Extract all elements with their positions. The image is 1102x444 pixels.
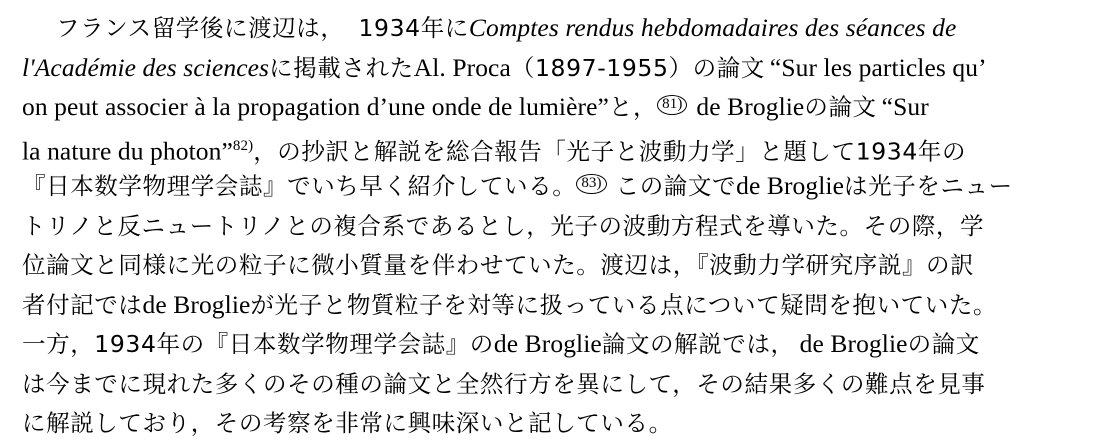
japanese-text: トリノと反ニュートリノとの複合系であるとし，光子の波動方程式を導いた。その際，学: [22, 211, 985, 240]
japanese-text: は今までに現れた多くのその種の論文と全然行方を異にして，その結果多くの難点を見事: [22, 369, 986, 398]
text-line: [22, 206, 1080, 246]
footnote-reference[interactable]: 82): [232, 137, 254, 154]
latin-text: de Broglie: [736, 171, 845, 200]
japanese-text: この論文で: [615, 172, 737, 200]
italic-title-text: l'Académie des sciences: [22, 52, 270, 82]
footnote-reference-circled[interactable]: 81): [657, 95, 687, 115]
japanese-text: （1897-1955）の論文: [510, 53, 765, 82]
japanese-text: 位論文と同様に光の粒子に微小質量を伴わせていた。渡辺は，『波動力学研究序説』の訳: [22, 251, 975, 279]
text-line: [22, 324, 1080, 364]
footnote-reference-circled[interactable]: 83): [576, 174, 606, 194]
japanese-text: は光子をニュー: [844, 172, 1013, 200]
body-paragraph: [22, 8, 1080, 443]
text-line: [22, 364, 1080, 404]
japanese-text: と，: [608, 93, 658, 121]
text-line: [22, 166, 1080, 206]
latin-text: de Broglie: [493, 329, 602, 358]
japanese-text: に解説しており，その考察を非常に興味深いと記している。: [22, 409, 673, 437]
japanese-text: 者付記では: [22, 290, 143, 319]
latin-text: Al. Proca: [413, 52, 511, 82]
text-line: [22, 403, 1080, 443]
latin-text: de Broglie: [696, 92, 805, 121]
latin-text: la nature du photon”: [22, 136, 233, 165]
japanese-text: の論文: [804, 93, 877, 121]
text-line: [22, 8, 1080, 48]
japanese-text: ，の抄訳と解説を総合報告「光子と波動力学」と題して1934年の: [253, 137, 967, 165]
text-line: [22, 285, 1080, 325]
latin-text: de Broglie: [799, 329, 908, 358]
text-line: [22, 48, 1080, 88]
text-line: [22, 127, 1080, 167]
japanese-text: に掲載された: [269, 53, 414, 82]
latin-text: “Sur les particles qu’: [769, 52, 987, 82]
latin-text: on peut associer à la propagation d’une onde de lumière”: [22, 92, 609, 121]
japanese-text: 論文の解説では，: [601, 330, 795, 358]
latin-text: “Sur: [881, 92, 929, 121]
japanese-text: 一方，1934年の『日本数学物理学会誌』の: [22, 330, 494, 358]
japanese-text: が光子と物質粒子を対等に扱っている点について疑問を抱いていた。: [250, 290, 998, 319]
latin-text: de Broglie: [142, 289, 251, 319]
text-line: [22, 87, 1080, 127]
japanese-text: の論文: [907, 330, 980, 358]
japanese-text: 1934年に: [358, 14, 469, 42]
japanese-text: フランス留学後に渡辺は，: [56, 14, 345, 42]
japanese-text: 『日本数学物理学会誌』でいち早く紹介している。: [22, 172, 577, 200]
italic-title-text: Comptes rendus hebdomadaires des séances de: [468, 13, 957, 42]
text-line: [22, 245, 1080, 285]
